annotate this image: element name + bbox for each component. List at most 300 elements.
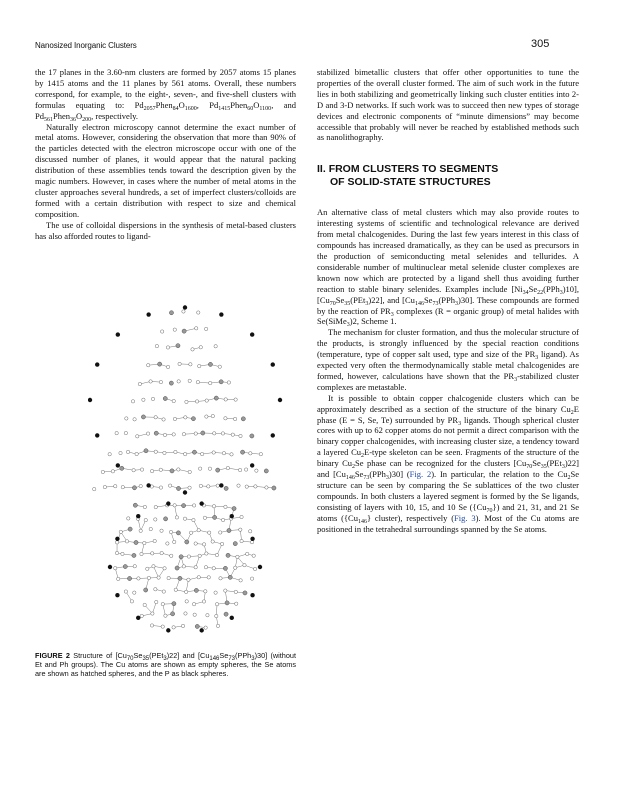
- se-atom: [243, 591, 247, 595]
- se-atom: [132, 553, 136, 557]
- cu-atom: [265, 486, 268, 489]
- cu-atom: [185, 600, 188, 603]
- cu-atom: [143, 541, 146, 544]
- se-atom: [272, 486, 276, 490]
- p-atom: [199, 628, 203, 632]
- se-atom: [225, 601, 229, 605]
- cu-atom: [193, 613, 196, 616]
- cu-atom: [178, 362, 181, 365]
- p-atom: [271, 362, 275, 366]
- cu-atom: [254, 485, 257, 488]
- cu-atom: [166, 365, 169, 368]
- cu70-cluster-drawing: [108, 501, 262, 632]
- cu-atom: [119, 530, 122, 533]
- right-paragraph-3: The mechanism for cluster formation, and thus the molecular structure of the products, is strongly influenced by the special reaction conditions (temperature, type of copper salt used, type and size of the $PR_3$ ligand). As expected very often the thermodynamically stable metal chalcogenides are formed, however, calculations have shown that the $PR_3$-stabilized cluster complexes are metastable.: [317, 327, 579, 392]
- cu-atom: [221, 432, 224, 435]
- se-atom: [208, 362, 212, 366]
- cu-atom: [221, 518, 224, 521]
- cu-atom: [198, 467, 201, 470]
- cu-atom: [133, 565, 136, 568]
- cu-atom: [147, 576, 150, 579]
- cu-atom: [135, 452, 138, 455]
- se-atom: [194, 588, 198, 592]
- cu-atom: [189, 531, 192, 534]
- cu-atom: [124, 431, 127, 434]
- cu-atom: [214, 345, 217, 348]
- cu-atom: [224, 589, 227, 592]
- cu-atom: [127, 517, 130, 520]
- se-atom: [128, 527, 132, 531]
- figure-2-link[interactable]: Fig. 2: [409, 469, 432, 480]
- cu-atom: [212, 505, 215, 508]
- cu-atom: [162, 418, 165, 421]
- cu-atom: [197, 576, 200, 579]
- left-paragraph-3: The use of colloidal dispersions in the synthesis of metal-based clusters has also afforded routes to ligand-: [35, 219, 296, 241]
- cu-atom: [238, 468, 241, 471]
- cu-atom: [185, 400, 188, 403]
- se-atom: [176, 531, 180, 535]
- p-atom: [250, 593, 254, 597]
- cu-atom: [183, 452, 186, 455]
- cu-atom: [184, 590, 187, 593]
- se-atom: [195, 624, 199, 628]
- cu-atom: [224, 398, 227, 401]
- se-atom: [224, 612, 228, 616]
- cu-atom: [166, 346, 169, 349]
- se-atom: [175, 566, 179, 570]
- cu-atom: [194, 566, 197, 569]
- p-atom: [115, 537, 119, 541]
- cu-atom: [215, 603, 218, 606]
- cu-atom: [224, 417, 227, 420]
- cu-atom: [160, 330, 163, 333]
- cu-atom: [114, 485, 117, 488]
- right-paragraph-4-text-a: It is possible to obtain copper chalcogenide clusters which can be approximately described as a section of the structure of the binary $Cu_2E$ phase (E = S, Se, Te) surrounded by $PR_3$ ligands. Though spherical cluster cores with up to 62 copper atoms do not permit a direct comparison with the binary copper chalcogenides, with increasing cluster size, a tendency toward a layered $Cu_2E$-type skeleton can be seen. Fragments of the structure of the binary $Cu_2Se$ phase can be recognized for the clusters $[Cu_{70}Se_{35}(PEt_3)22]$ and $[Cu_{146}Se_{73}(PPh_3)30]$ (: [317, 392, 580, 482]
- se-atom: [170, 469, 174, 473]
- cu-atom: [159, 486, 162, 489]
- cu-atom: [149, 527, 152, 530]
- cu-atom: [151, 397, 154, 400]
- cu-atom: [252, 554, 255, 557]
- cu-atom: [172, 399, 175, 402]
- cu-atom: [168, 484, 171, 487]
- cu-atom: [173, 540, 176, 543]
- cu-atom: [139, 529, 142, 532]
- cu-atom: [114, 566, 117, 569]
- se-atom: [141, 415, 145, 419]
- cu-atom: [147, 364, 150, 367]
- section-number: II.: [317, 163, 326, 176]
- cu-atom: [149, 380, 152, 383]
- cu-atom: [121, 485, 124, 488]
- cu-atom: [136, 435, 139, 438]
- se-atom: [241, 417, 245, 421]
- right-paragraph-4-text-c: ). Most of the Cu atoms are positioned in the tetrahedral surroundings spanned by the Se atoms.: [317, 512, 580, 534]
- cu-atom: [196, 380, 199, 383]
- cu-atom: [133, 591, 136, 594]
- cu-atom: [159, 380, 162, 383]
- cu-atom: [240, 515, 243, 518]
- p-atom: [116, 332, 120, 336]
- se-atom: [127, 576, 131, 580]
- cu-atom: [184, 416, 187, 419]
- se-atom: [169, 381, 173, 385]
- p-atom: [146, 312, 150, 316]
- se-atom: [178, 576, 182, 580]
- cu-atom: [151, 552, 154, 555]
- right-paragraph-4-text-b: ). In particular, the relation to the $Cu_2Se$ structure can be seen by comparing the Se sublattices of the two cluster compounds. In both clusters a layered segment is formed by the Se ligands, consisting of layers with 10, 15, and 10 Se $(\{Cu_{70}\})$ and 21, 31, and 21 Se atoms ($\{Cu_{146}\}$ cluster), respectively (: [317, 469, 579, 525]
- se-atom: [170, 612, 174, 616]
- section-title-line-2: OF SOLID-STATE STRUCTURES: [330, 176, 491, 189]
- cu-atom: [188, 486, 191, 489]
- se-atom: [232, 506, 236, 510]
- cu-atom: [115, 431, 118, 434]
- cu-atom: [204, 590, 207, 593]
- p-atom: [250, 332, 254, 336]
- cu-atom: [146, 432, 149, 435]
- cu-atom: [160, 529, 163, 532]
- cu-atom: [166, 542, 169, 545]
- cu-atom: [163, 433, 166, 436]
- cu-atom: [236, 555, 239, 558]
- cu-atom: [125, 540, 128, 543]
- se-atom: [213, 515, 217, 519]
- cu-atom: [192, 504, 195, 507]
- right-column: [317, 67, 579, 535]
- cu-atom: [249, 452, 252, 455]
- se-atom: [179, 555, 183, 559]
- cu-atom: [204, 566, 207, 569]
- cu-atom: [177, 468, 180, 471]
- cu-atom: [237, 484, 240, 487]
- cu-atom: [164, 614, 167, 617]
- cu-atom: [103, 485, 106, 488]
- cu-atom: [198, 554, 201, 557]
- cu-atom: [115, 551, 118, 554]
- cu-atom: [117, 577, 120, 580]
- cu-atom: [130, 600, 133, 603]
- cu-atom: [195, 400, 198, 403]
- cu-atom: [173, 328, 176, 331]
- se-atom: [223, 566, 227, 570]
- p-atom: [166, 501, 170, 505]
- cu-atom: [212, 451, 215, 454]
- figure-caption: [35, 651, 296, 679]
- cu-atom: [154, 450, 157, 453]
- cu-atom: [143, 505, 146, 508]
- se-atom: [224, 486, 228, 490]
- se-atom: [201, 431, 205, 435]
- cu-atom: [205, 415, 208, 418]
- cu-atom: [218, 365, 221, 368]
- cu-atom: [137, 577, 140, 580]
- se-atom: [214, 396, 218, 400]
- p-atom: [250, 537, 254, 541]
- cu-atom: [133, 418, 136, 421]
- p-atom: [230, 514, 234, 518]
- cu-atom: [140, 552, 143, 555]
- p-atom: [199, 501, 203, 505]
- se-atom: [227, 528, 231, 532]
- se-atom: [191, 417, 195, 421]
- cu-atom: [150, 624, 153, 627]
- cu-atom: [146, 567, 149, 570]
- cu-atom: [159, 468, 162, 471]
- cu-atom: [199, 484, 202, 487]
- se-atom: [176, 486, 180, 490]
- cu-atom: [163, 567, 166, 570]
- cu-atom: [151, 612, 154, 615]
- se-atom: [176, 344, 180, 348]
- cu-atom: [233, 417, 236, 420]
- cu-atom: [161, 602, 164, 605]
- cu-atom: [192, 602, 195, 605]
- cu-atom: [154, 416, 157, 419]
- page-number: 305: [531, 38, 550, 50]
- p-atom: [230, 616, 234, 620]
- cu-atom: [125, 417, 128, 420]
- cu-atom: [174, 588, 177, 591]
- p-atom: [183, 490, 187, 494]
- cu-atom: [188, 379, 191, 382]
- se-atom: [144, 449, 148, 453]
- se-atom: [169, 311, 173, 315]
- p-atom: [166, 628, 170, 632]
- cu-atom: [234, 566, 237, 569]
- se-atom: [120, 466, 124, 470]
- cu-atom: [259, 452, 262, 455]
- cu-atom: [132, 469, 135, 472]
- se-atom: [172, 602, 176, 606]
- cu-atom: [239, 579, 242, 582]
- cu-atom: [121, 552, 124, 555]
- cu-atom: [207, 531, 210, 534]
- cu-atom: [213, 432, 216, 435]
- cu-atom: [111, 470, 114, 473]
- cu-atom: [211, 414, 214, 417]
- cu-atom: [204, 327, 207, 330]
- p-atom: [95, 362, 99, 366]
- se-atom: [163, 396, 167, 400]
- se-atom: [216, 468, 220, 472]
- cu-atom: [215, 553, 218, 556]
- cu-atom: [243, 563, 246, 566]
- cu-atom: [207, 576, 210, 579]
- cu-atom: [184, 612, 187, 615]
- cu-atom: [212, 567, 215, 570]
- cu-atom: [234, 590, 237, 593]
- left-paragraph-2: Naturally electron microscopy cannot determine the exact number of metal atoms. However, considering the observation that more than 90% of the particles detected with the electron microscope occur with one of the discussed number of planes, it would appear that the natural packing distribution of these assemblies tends toward the description given by the magic numbers. However, in cases where the number of metal atoms in the cluster approaches several hundreds, a set of imperfect clusters/colloids are formed with a certain distribution with respect to size and chemical composition.: [35, 121, 296, 219]
- se-atom: [158, 362, 162, 366]
- p-atom: [88, 398, 92, 402]
- cu-atom: [155, 600, 158, 603]
- cu-atom: [230, 453, 233, 456]
- p-atom: [115, 593, 119, 597]
- cu-atom: [142, 398, 145, 401]
- cu-atom: [140, 468, 143, 471]
- cu-atom: [205, 552, 208, 555]
- cu-atom: [248, 530, 251, 533]
- cu-atom: [197, 529, 200, 532]
- se-atom: [163, 517, 167, 521]
- cu-atom: [163, 451, 166, 454]
- cu-atom: [204, 626, 207, 629]
- cu-atom: [187, 555, 190, 558]
- cu-atom: [219, 531, 222, 534]
- cu-atom: [124, 590, 127, 593]
- se-atom: [264, 469, 268, 473]
- cu-atom: [244, 468, 247, 471]
- se-atom: [185, 540, 189, 544]
- se-atom: [123, 564, 127, 568]
- cu-atom: [191, 348, 194, 351]
- cu-atom: [115, 541, 118, 544]
- cu-atom: [155, 344, 158, 347]
- se-atom: [219, 380, 223, 384]
- cu-atom: [246, 552, 249, 555]
- p-atom: [183, 305, 187, 309]
- cu-atom: [226, 466, 229, 469]
- cu-atom: [255, 469, 258, 472]
- cu-atom: [227, 381, 230, 384]
- running-title: Nanosized Inorganic Clusters: [35, 41, 137, 50]
- cu-atom: [170, 554, 173, 557]
- cu-atom: [240, 539, 243, 542]
- cu-atom: [101, 470, 104, 473]
- cu-atom: [187, 578, 190, 581]
- cu-atom: [202, 543, 205, 546]
- se-atom: [133, 503, 137, 507]
- cu-atom: [194, 432, 197, 435]
- section-heading: [317, 163, 579, 189]
- cu-atom: [131, 400, 134, 403]
- cu-atom: [188, 470, 191, 473]
- cu-atom: [220, 542, 223, 545]
- cu-atom: [239, 528, 242, 531]
- cu-atom: [206, 614, 209, 617]
- cu-atom: [173, 504, 176, 507]
- cu-atom: [245, 485, 248, 488]
- cu-atom: [207, 485, 210, 488]
- cu-atom: [200, 452, 203, 455]
- cu-atom: [157, 576, 160, 579]
- se-atom: [132, 486, 136, 490]
- cu-atom: [250, 577, 253, 580]
- se-atom: [240, 450, 244, 454]
- cu-atom: [231, 433, 234, 436]
- cu-atom: [182, 432, 185, 435]
- cu-atom: [161, 625, 164, 628]
- se-atom: [233, 542, 237, 546]
- left-column: [35, 67, 296, 242]
- cu-atom: [182, 565, 185, 568]
- se-atom: [226, 553, 230, 557]
- p-atom: [108, 565, 112, 569]
- cu-atom: [189, 363, 192, 366]
- p-atom: [116, 463, 120, 467]
- cu-atom: [222, 452, 225, 455]
- p-atom: [95, 433, 99, 437]
- se-atom: [250, 434, 254, 438]
- cu-atom: [154, 505, 157, 508]
- cu-atom: [214, 591, 217, 594]
- cu-atom: [154, 588, 157, 591]
- cu-atom: [224, 505, 227, 508]
- cu-atom: [192, 518, 195, 521]
- figure-caption-text: Structure of $[Cu_{70}Se_{35}(PEt_3)22]$ and $[Cu_{146}Se_{73}(PPh_3)30]$ (without Et and Ph groups). The Cu atoms are shown as empty spheres, the Se atoms are shown as hatched spheres, and the P as black spheres.: [35, 651, 297, 679]
- cu-atom: [150, 469, 153, 472]
- cu-atom: [140, 614, 143, 617]
- cu-atom: [195, 327, 198, 330]
- cu-atom: [197, 311, 200, 314]
- cu-atom: [199, 346, 202, 349]
- cu-atom: [173, 417, 176, 420]
- cu-atom: [138, 382, 141, 385]
- cluster-structure-figure: [88, 305, 288, 645]
- p-atom: [250, 463, 254, 467]
- p-atom: [219, 312, 223, 316]
- p-atom: [271, 433, 275, 437]
- p-atom: [278, 398, 282, 402]
- cu-atom: [235, 602, 238, 605]
- right-paragraph-1: stabilized bimetallic clusters that offer other opportunities to tune the properties of the overall cluster formed. The aim of such work in the future lies in both stabilizing and geometrically linking such cluster entities into 2-D and 3-D networks. If such work was to succeed then new types of storage devices and electronic components of “minute dimensions” may become accessible that probably will never be reached by established methods such as nanolithography.: [317, 67, 579, 143]
- cu-atom: [169, 530, 172, 533]
- cu-atom: [172, 626, 175, 629]
- cu-atom: [181, 624, 184, 627]
- cu-atom: [144, 518, 147, 521]
- cu-atom: [234, 398, 237, 401]
- cu-atom: [209, 381, 212, 384]
- figure-3-link[interactable]: Fig. 3: [454, 512, 476, 523]
- right-paragraph-4: [317, 393, 579, 535]
- cu-atom: [203, 516, 206, 519]
- cu-atom: [175, 516, 178, 519]
- p-atom: [136, 514, 140, 518]
- cu-atom: [160, 551, 163, 554]
- cu-atom: [119, 451, 122, 454]
- cu-atom: [182, 310, 185, 313]
- p-atom: [146, 483, 150, 487]
- se-atom: [134, 540, 138, 544]
- p-atom: [136, 616, 140, 620]
- cu-atom: [202, 600, 205, 603]
- right-paragraph-2: An alternative class of metal clusters which may also provide routes to interesting systems of scientific and technological relevance are derived from metal chalcogenides. During the last few years interest in this class of compounds has increased dramatically, as they can be used as precursors in the production of semiconducting metal selenides and tellurides. A considerable number of multinuclear metal selenide cluster complexes are known now which are protected by a ligand shell thus avoiding further reaction to stable binary selenides. Examples include $[Ni_{34}Se_{22}(PPh_3)10]$, $[Cu_{70}Se_{35}(PEt_3)22]$, and $[Cu_{146}Se_{73}(PPh_3)30]$. These compounds are formed by the reaction of $PR_3$ complexes (R = organic group) of metal halides with Se(SiMe$_3$)2, Scheme 1.: [317, 207, 580, 329]
- left-paragraph-1: the 17 planes in the 3.60-nm clusters are formed by 2057 atoms 15 planes by 1415 atoms and the 11 planes by 561 atoms. Overall, these numbers correspond, for example, to the eight-, seven-, and five-shell clusters with formulas equating to: $Pd_{2057}Phen_{84}O_{1600}$, $Pd_{1415}Phen_{60}O_{1100}$, and $Pd_{561}Phen_{36}O_{200}$, respectively.: [35, 67, 296, 123]
- cu-atom: [239, 434, 242, 437]
- se-atom: [182, 329, 186, 333]
- cu-atom: [216, 624, 219, 627]
- se-atom: [144, 588, 148, 592]
- figure-label: FIGURE 2: [35, 651, 70, 660]
- cu-atom: [172, 433, 175, 436]
- cu-atom: [183, 517, 186, 520]
- cu-atom: [162, 590, 165, 593]
- cu-atom: [177, 380, 180, 383]
- cu146-cluster-drawing: [88, 305, 282, 494]
- cu-atom: [194, 542, 197, 545]
- se-atom: [154, 431, 158, 435]
- cu-atom: [250, 540, 253, 543]
- section-title-line-1: FROM CLUSTERS TO SEGMENTS: [328, 163, 499, 176]
- se-atom: [228, 575, 232, 579]
- cu-atom: [154, 518, 157, 521]
- cu-atom: [216, 484, 219, 487]
- cu-atom: [174, 450, 177, 453]
- cu-atom: [211, 540, 214, 543]
- cu-atom: [108, 453, 111, 456]
- cu-atom: [215, 614, 218, 617]
- se-atom: [192, 450, 196, 454]
